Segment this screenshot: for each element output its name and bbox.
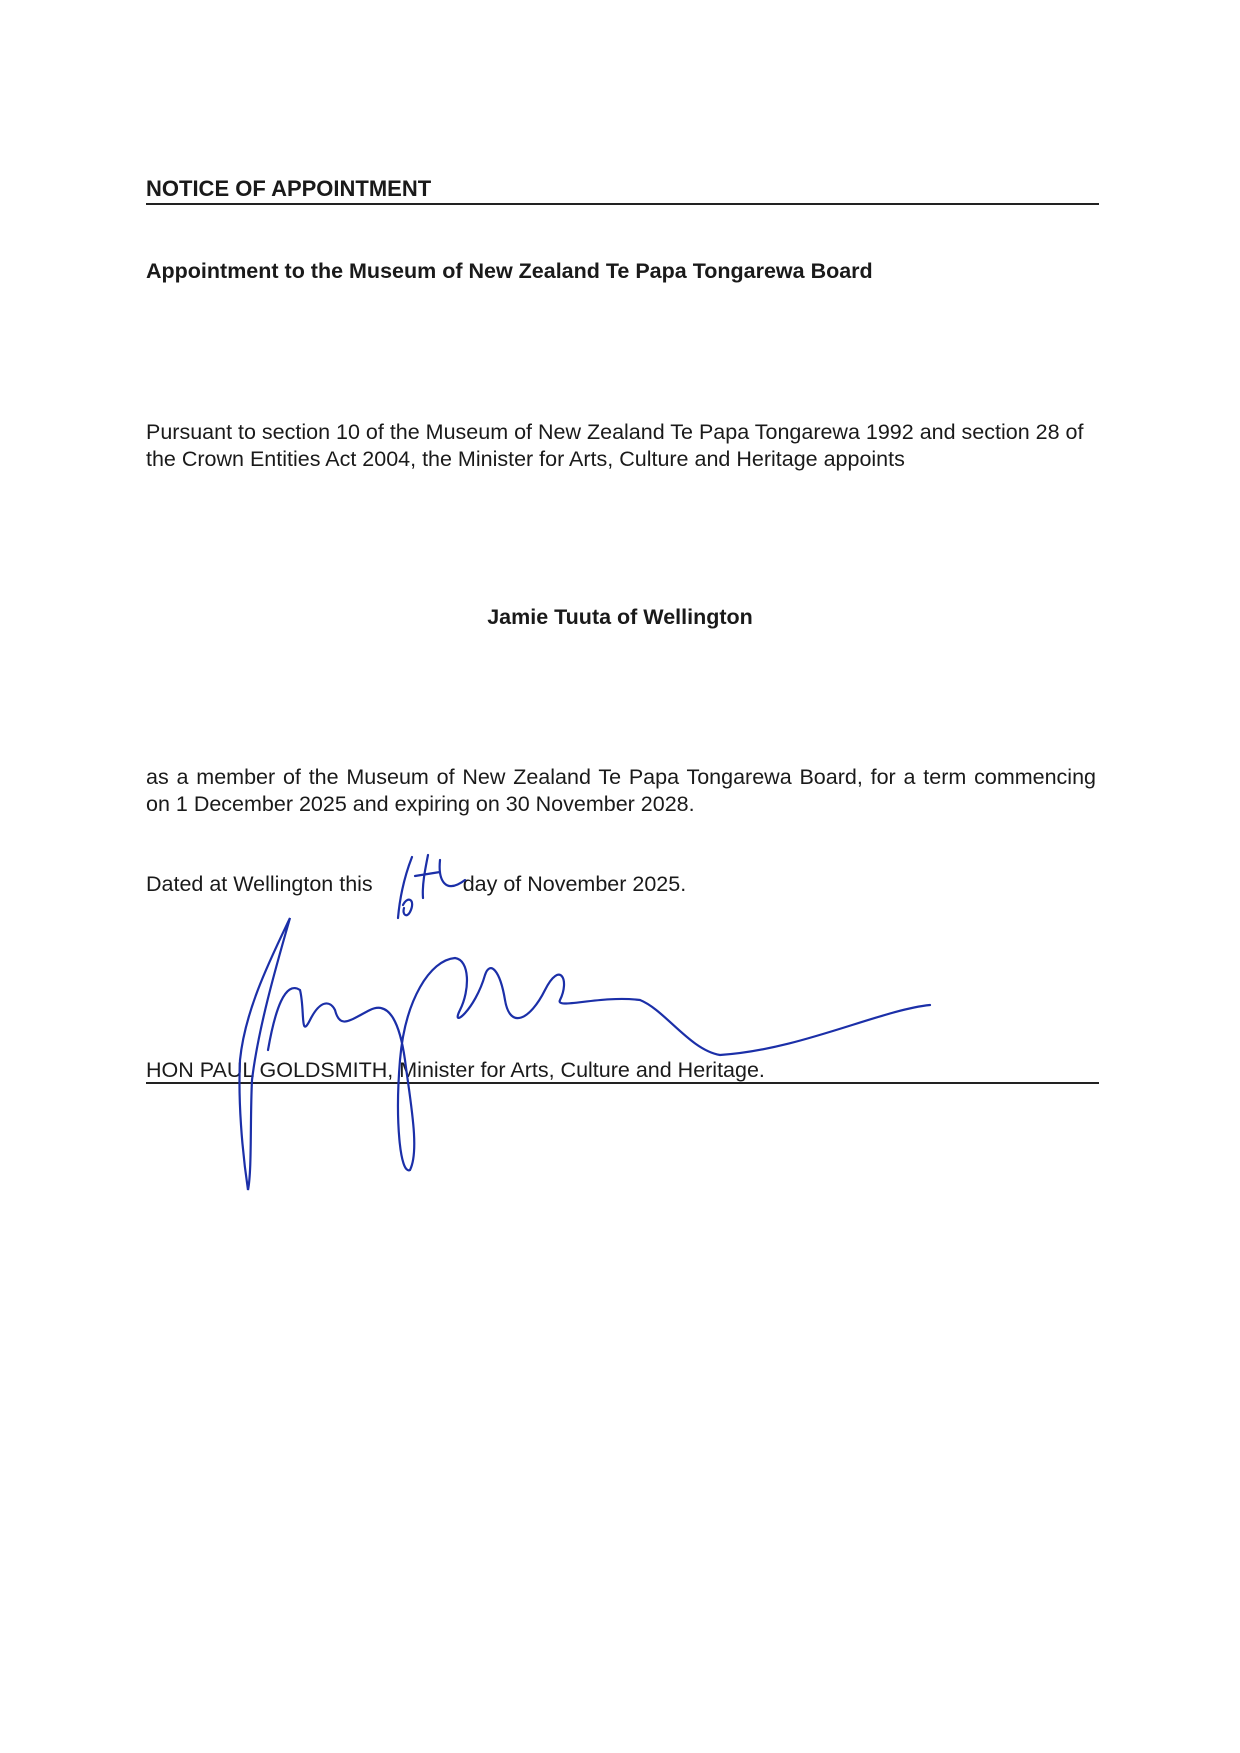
notice-title: NOTICE OF APPOINTMENT <box>146 176 432 201</box>
signatory-line: HON PAUL GOLDSMITH, Minister for Arts, Culture and Heritage. <box>146 1058 765 1082</box>
pursuant-paragraph: Pursuant to section 10 of the Museum of New Zealand Te Papa Tongarewa 1992 and section 28 of the Crown Entities Act 2004, the Minister for Arts, Culture and Heritage appoints <box>146 420 1084 471</box>
appointee-name: Jamie Tuuta of Wellington <box>487 605 753 629</box>
dated-suffix: day of November 2025. <box>462 872 687 896</box>
dated-prefix: Dated at Wellington this <box>146 872 373 896</box>
appointment-heading: Appointment to the Museum of New Zealand Te Papa Tongarewa Board <box>146 259 873 283</box>
handwritten-day-th <box>415 855 465 898</box>
signature-stroke-2 <box>268 958 930 1170</box>
term-paragraph: as a member of the Museum of New Zealand Te Papa Tongarewa Board, for a term commencing on 1 December 2025 and expiring on 30 November 2028. <box>146 765 1096 816</box>
signature-stroke-1 <box>239 918 290 1190</box>
handwritten-day-6 <box>398 857 412 918</box>
